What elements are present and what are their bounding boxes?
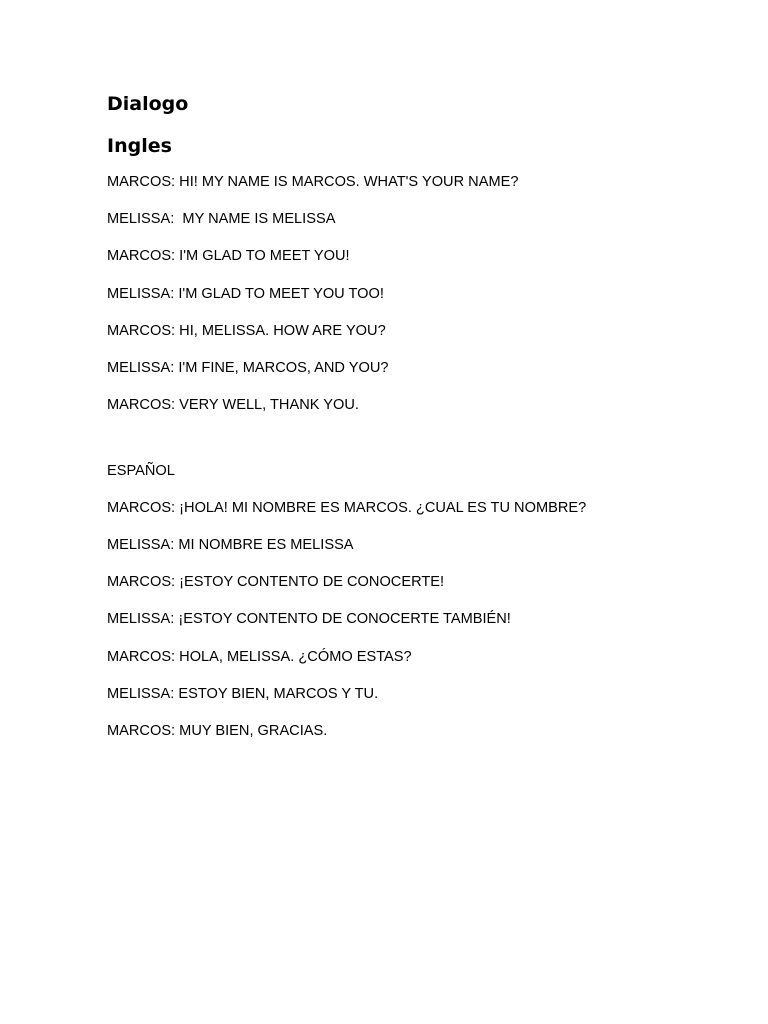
dialogue-line: MELISSA: I'M GLAD TO MEET YOU TOO! [107, 286, 384, 302]
dialogue-line: MARCOS: I'M GLAD TO MEET YOU! [107, 248, 350, 264]
dialogue-line: MARCOS: MUY BIEN, GRACIAS. [107, 723, 328, 739]
dialogue-line: MELISSA: ¡ESTOY CONTENTO DE CONOCERTE TAMBIÉN! [107, 611, 511, 627]
section-heading-spanish: ESPAÑOL [107, 463, 175, 479]
dialogue-line: MARCOS: HI! MY NAME IS MARCOS. WHAT'S YOUR NAME? [107, 174, 519, 190]
document-title: Dialogo [107, 93, 189, 115]
dialogue-line: MARCOS: HI, MELISSA. HOW ARE YOU? [107, 323, 386, 339]
dialogue-line: MELISSA: MY NAME IS MELISSA [107, 211, 336, 227]
dialogue-line: MELISSA: MI NOMBRE ES MELISSA [107, 537, 354, 553]
dialogue-line: MARCOS: ¡ESTOY CONTENTO DE CONOCERTE! [107, 574, 445, 590]
dialogue-line: MARCOS: VERY WELL, THANK YOU. [107, 397, 359, 413]
section-heading-english: Ingles [107, 135, 172, 157]
dialogue-line: MARCOS: ¡HOLA! MI NOMBRE ES MARCOS. ¿CUAL ES TU NOMBRE? [107, 500, 587, 516]
dialogue-line: MARCOS: HOLA, MELISSA. ¿CÓMO ESTAS? [107, 649, 412, 665]
dialogue-line: MELISSA: ESTOY BIEN, MARCOS Y TU. [107, 686, 379, 702]
dialogue-line: MELISSA: I'M FINE, MARCOS, AND YOU? [107, 360, 389, 376]
